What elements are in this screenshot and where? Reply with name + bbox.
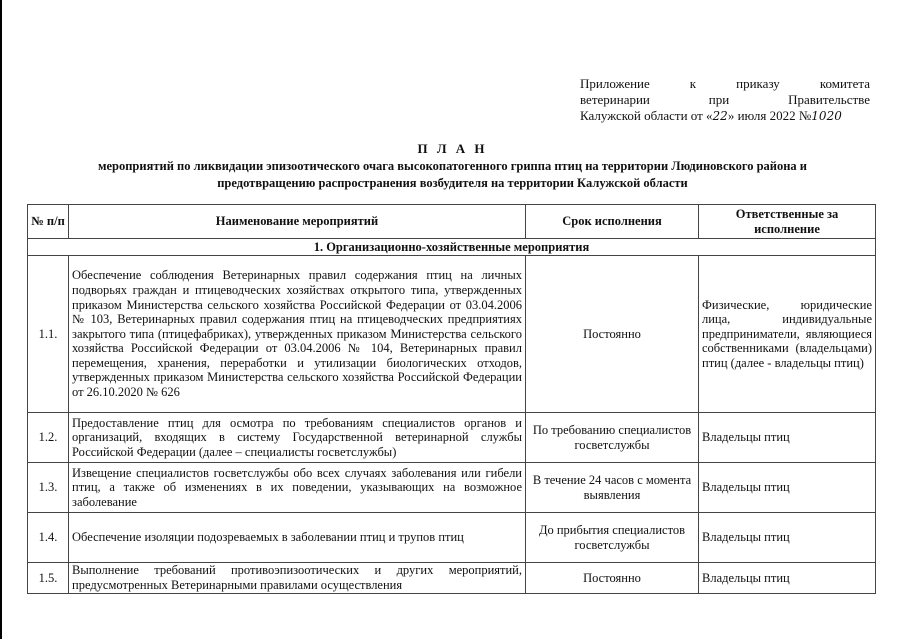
row-num: 1.3. [28, 463, 69, 513]
table-header-row [28, 205, 876, 239]
row-name: Извещение специалистов госветслужбы обо всех случаях заболевания или гибели птиц, а также об изменениях в их поведении, указывающих на возможное заболевание [69, 463, 526, 513]
table-row [28, 463, 876, 513]
appendix-word: Приложение [580, 76, 650, 91]
appendix-word: к [689, 76, 697, 91]
table-row [28, 413, 876, 463]
appendix-block [580, 76, 870, 124]
page-edge-line [0, 0, 2, 639]
appendix-line-2 [580, 92, 870, 108]
table-row [28, 563, 876, 594]
header-responsible: Ответственные за исполнение [699, 205, 876, 239]
row-name: Обеспечение соблюдения Ветеринарных правил содержания птиц на личных подворьях граждан и птицеводческих хозяйствах открытого типа, утвержденных приказом Министерства сельского хозяйства Российской Федерации от 03.04.2006 № 103, Ветеринарных правил содержания птиц на птицеводческих предприятиях закрытого типа (птицефабриках), утвержденных приказом Министерства сельского хозяйства Российской Федерации от 03.04.2006 № 104, Ветеринарных правил перемещения, хранения, переработки и утилизации биологических отходов, утвержденных приказом Министерства сельского хозяйства Российской Федерации от 26.10.2020 № 626 [69, 256, 526, 413]
row-responsible: Владельцы птиц [699, 463, 876, 513]
row-term: По требованию специалистов госветслужбы [526, 413, 699, 463]
table-row [28, 256, 876, 413]
appendix-word: комитета [819, 76, 870, 91]
row-name: Обеспечение изоляции подозреваемых в заболевании птиц и трупов птиц [69, 513, 526, 563]
header-num: № п/п [28, 205, 69, 239]
table-row [28, 513, 876, 563]
appendix-word: ветеринарии [580, 92, 650, 107]
row-term: В течение 24 часов с момента выявления [526, 463, 699, 513]
row-term: Постоянно [526, 563, 699, 594]
appendix-word: при [708, 92, 730, 107]
row-num: 1.4. [28, 513, 69, 563]
section-title: 1. Организационно-хозяйственные мероприятия [28, 239, 876, 256]
row-name: Выполнение требований противоэпизоотических и других мероприятий, предусмотренных Ветеринарными правилами осуществления [69, 563, 526, 594]
appendix-word: приказу [736, 76, 780, 91]
header-term: Срок исполнения [526, 205, 699, 239]
row-responsible: Владельцы птиц [699, 563, 876, 594]
appendix-line-3 [580, 108, 870, 124]
row-num: 1.2. [28, 413, 69, 463]
row-responsible: Физические, юридические лица, индивидуальные предприниматели, являющиеся собственниками (владельцами) птиц (далее - владельцы птиц) [699, 256, 876, 413]
row-num: 1.5. [28, 563, 69, 594]
appendix-word: Правительстве [788, 92, 870, 107]
handwritten-day: 22 [712, 109, 728, 123]
row-term: Постоянно [526, 256, 699, 413]
row-responsible: Владельцы птиц [699, 413, 876, 463]
row-name: Предоставление птиц для осмотра по требованиям специалистов органов и организаций, входящих в систему Государственной ветеринарной службы Российской Федерации (далее – специалисты госветслужбы) [69, 413, 526, 463]
appendix-line-1 [580, 76, 870, 92]
plan-subtitle: мероприятий по ликвидации эпизоотического очага высокопатогенного гриппа птиц на территории Людиновского района и предотвращению распространения возбудителя на территории Калужской области [97, 159, 808, 190]
appendix-text: » июля 2022 № [727, 108, 812, 123]
row-term: До прибытия специалистов госветслужбы [526, 513, 699, 563]
row-num: 1.1. [28, 256, 69, 413]
section-row [28, 239, 876, 256]
appendix-text: Калужской области от « [580, 108, 713, 123]
plan-table [27, 204, 876, 594]
header-name: Наименование мероприятий [69, 205, 526, 239]
handwritten-number: 1020 [811, 109, 842, 123]
plan-title: П Л А Н [417, 141, 488, 156]
row-responsible: Владельцы птиц [699, 513, 876, 563]
